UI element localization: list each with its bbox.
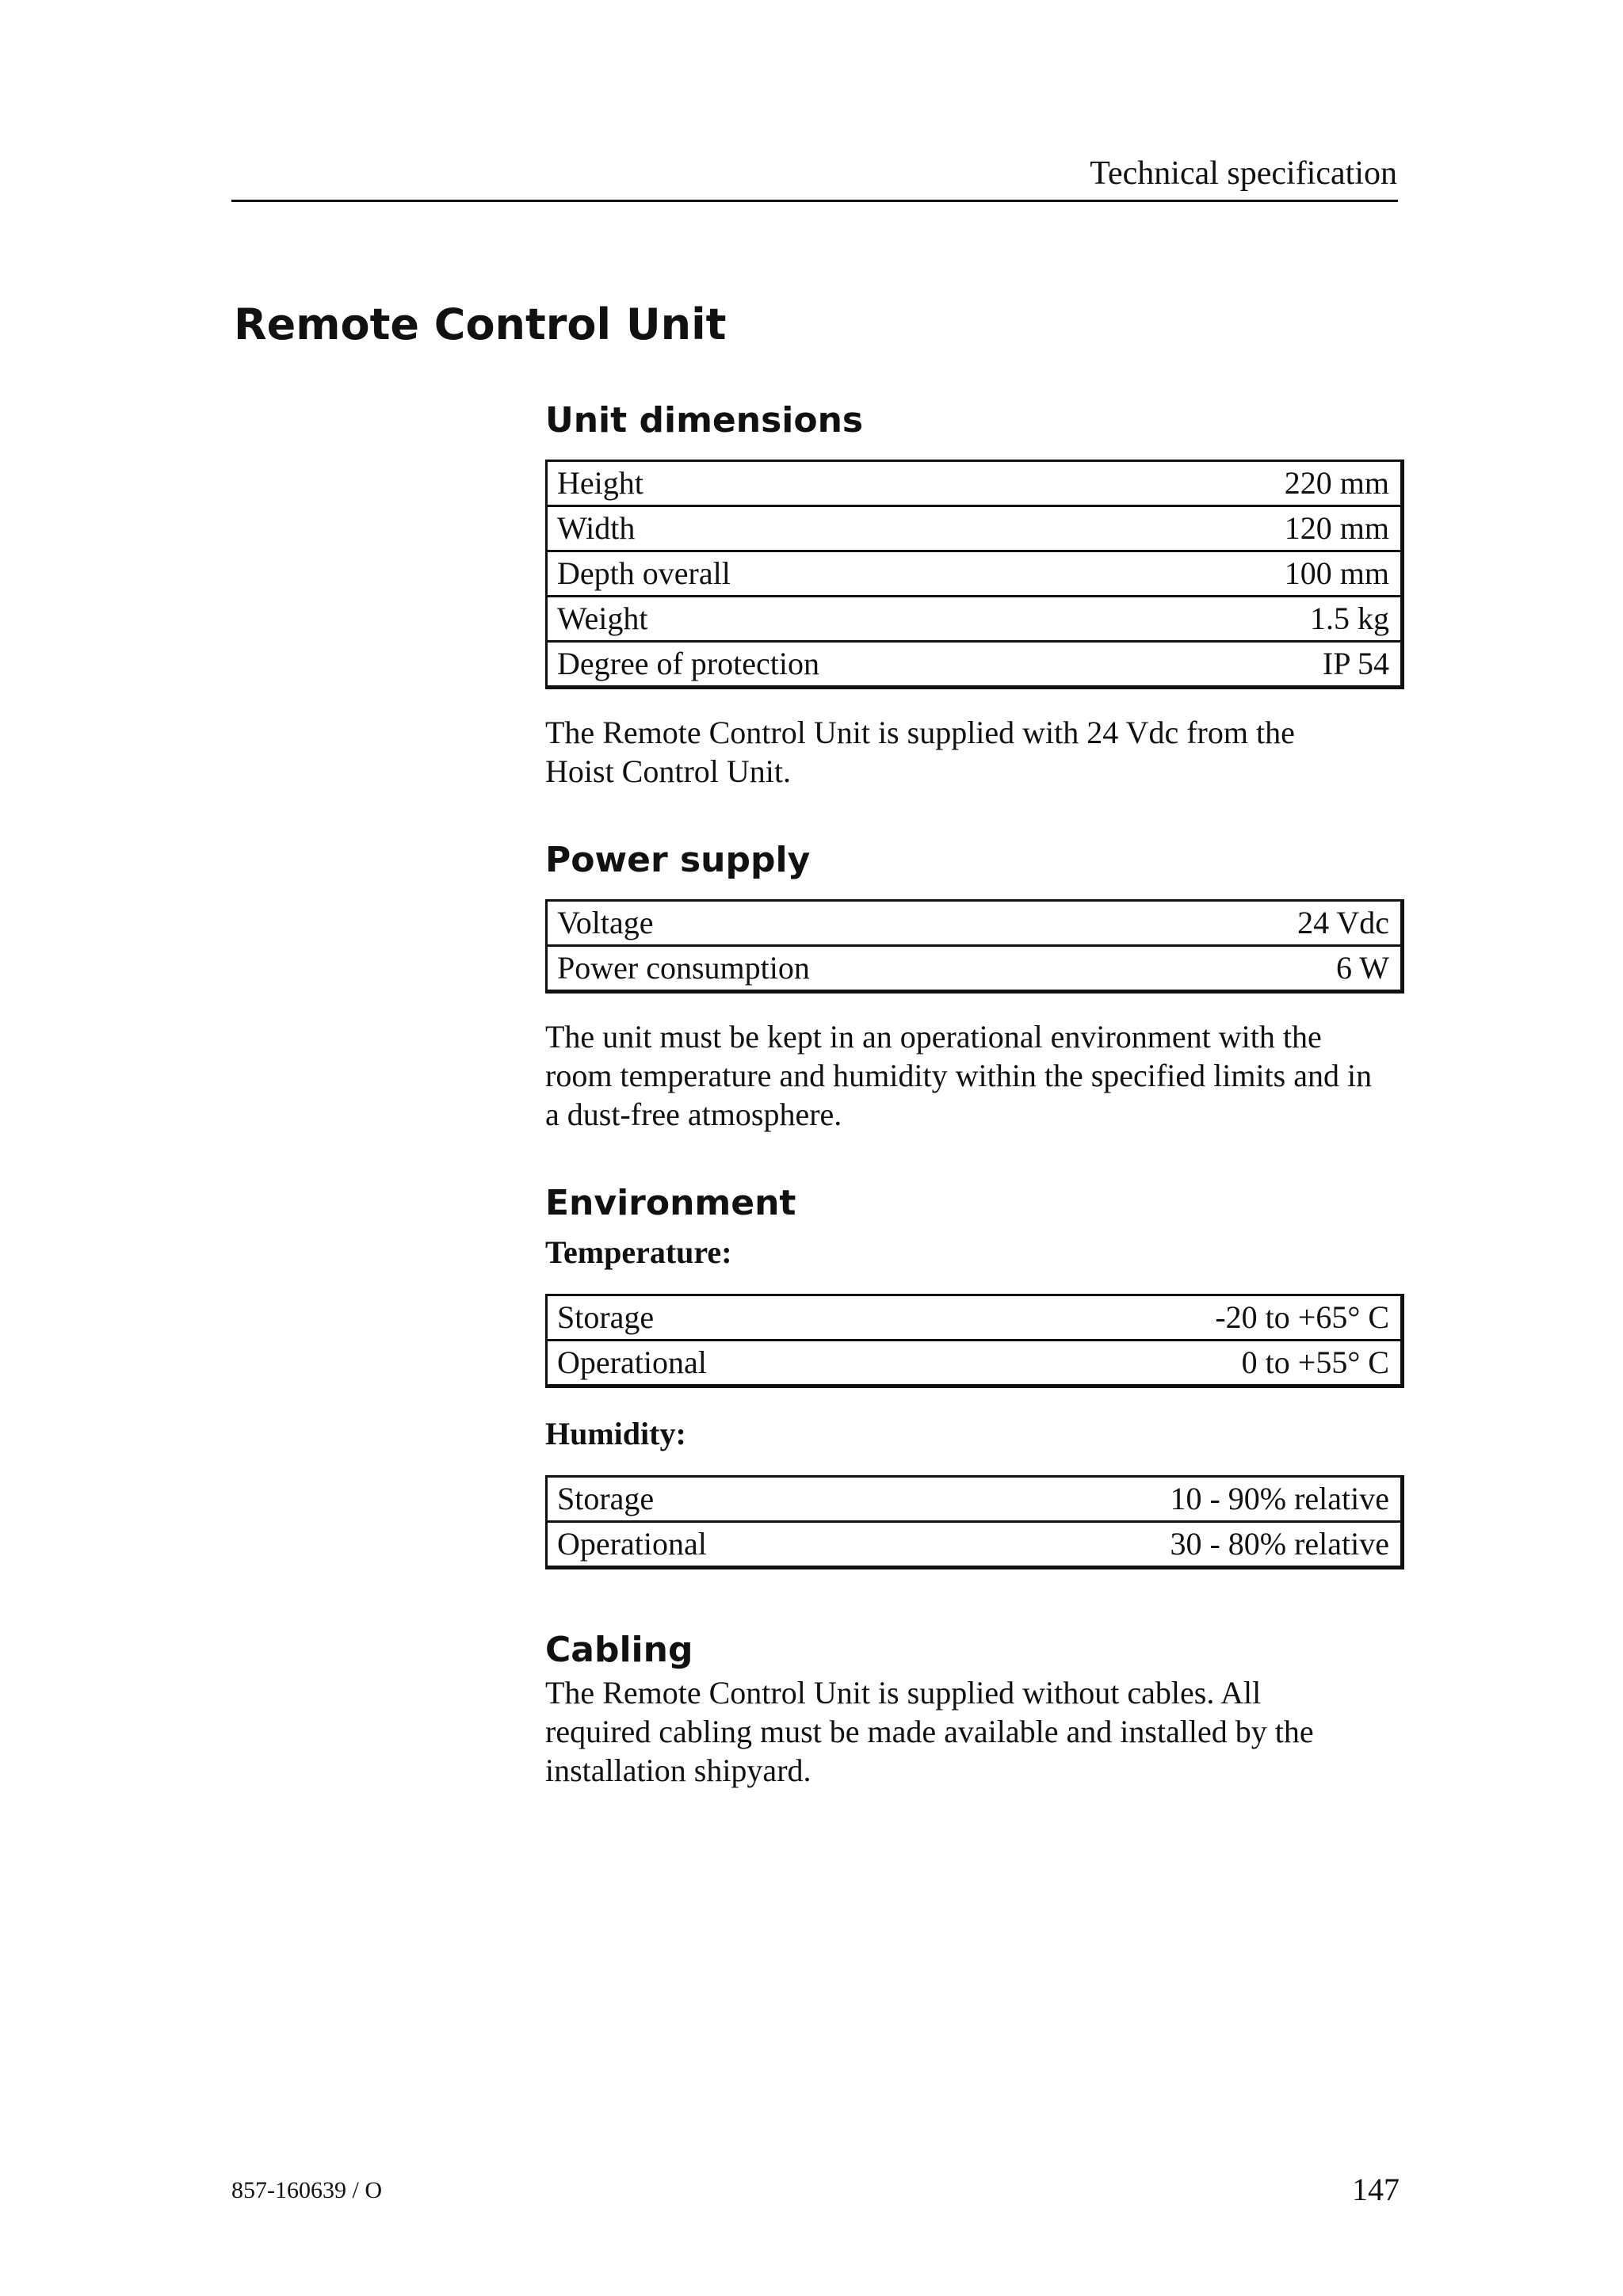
- environment-heading: Environment: [545, 1182, 796, 1223]
- row-label: Depth overall: [547, 551, 1138, 596]
- row-label: Degree of protection: [547, 641, 1138, 687]
- table-row: [547, 505, 1403, 551]
- cabling-section: [545, 1630, 1409, 1790]
- power-supply-table: [545, 899, 1404, 994]
- main-content: [545, 400, 1409, 1790]
- row-label: Height: [547, 460, 1138, 505]
- running-header: Technical specification: [1090, 155, 1397, 192]
- row-label: Storage: [547, 1295, 945, 1341]
- row-value: 24 Vdc: [1151, 900, 1403, 945]
- row-value: 30 - 80% relative: [902, 1522, 1403, 1568]
- table-row: [547, 641, 1403, 687]
- unit-dimensions-table: [545, 460, 1404, 689]
- table-row: [547, 596, 1403, 641]
- table-row: [547, 1477, 1403, 1522]
- row-label: Weight: [547, 596, 1138, 641]
- unit-dimensions-note: The Remote Control Unit is supplied with 24 Vdc from the Hoist Control Unit.: [545, 714, 1295, 789]
- table-row: [547, 460, 1403, 505]
- row-value: -20 to +65° C: [945, 1295, 1402, 1341]
- row-value: 100 mm: [1137, 551, 1402, 596]
- row-label: Operational: [547, 1522, 902, 1568]
- row-label: Operational: [547, 1341, 945, 1386]
- header-rule: [231, 200, 1398, 202]
- temperature-table: [545, 1294, 1404, 1388]
- row-value: 220 mm: [1137, 460, 1402, 505]
- table-row: [547, 1341, 1403, 1386]
- humidity-table: [545, 1475, 1404, 1569]
- environment-section: [545, 1183, 1409, 1570]
- row-value: 1.5 kg: [1137, 596, 1402, 641]
- row-value: 0 to +55° C: [945, 1341, 1402, 1386]
- table-row: [547, 1522, 1403, 1568]
- power-supply-section: [545, 840, 1409, 1134]
- power-supply-heading: Power supply: [545, 839, 811, 880]
- cabling-heading: Cabling: [545, 1630, 693, 1671]
- row-value: 6 W: [1151, 945, 1403, 991]
- unit-dimensions-section: [545, 400, 1409, 791]
- table-row: [547, 945, 1403, 991]
- page-title: Remote Control Unit: [234, 299, 727, 349]
- row-label: Voltage: [547, 900, 1151, 945]
- temperature-label: Temperature:: [545, 1234, 732, 1271]
- power-supply-note: The unit must be kept in an operational environment with the room temperature and humidity within the specified limits and in a dust-free atmosphere.: [545, 1018, 1373, 1132]
- page-number: 147: [1352, 2172, 1400, 2207]
- row-label: Width: [547, 505, 1138, 551]
- document-number: 857-160639 / O: [231, 2177, 382, 2203]
- row-label: Storage: [547, 1477, 902, 1522]
- row-value: 10 - 90% relative: [902, 1477, 1403, 1522]
- row-value: IP 54: [1137, 641, 1402, 687]
- table-row: [547, 551, 1403, 596]
- unit-dimensions-heading: Unit dimensions: [545, 400, 864, 441]
- cabling-note: The Remote Control Unit is supplied without cables. All required cabling must be made available and installed by the installation shipyard.: [545, 1675, 1314, 1789]
- humidity-label: Humidity:: [545, 1416, 686, 1452]
- row-label: Power consumption: [547, 945, 1151, 991]
- table-row: [547, 900, 1403, 945]
- table-row: [547, 1295, 1403, 1341]
- row-value: 120 mm: [1137, 505, 1402, 551]
